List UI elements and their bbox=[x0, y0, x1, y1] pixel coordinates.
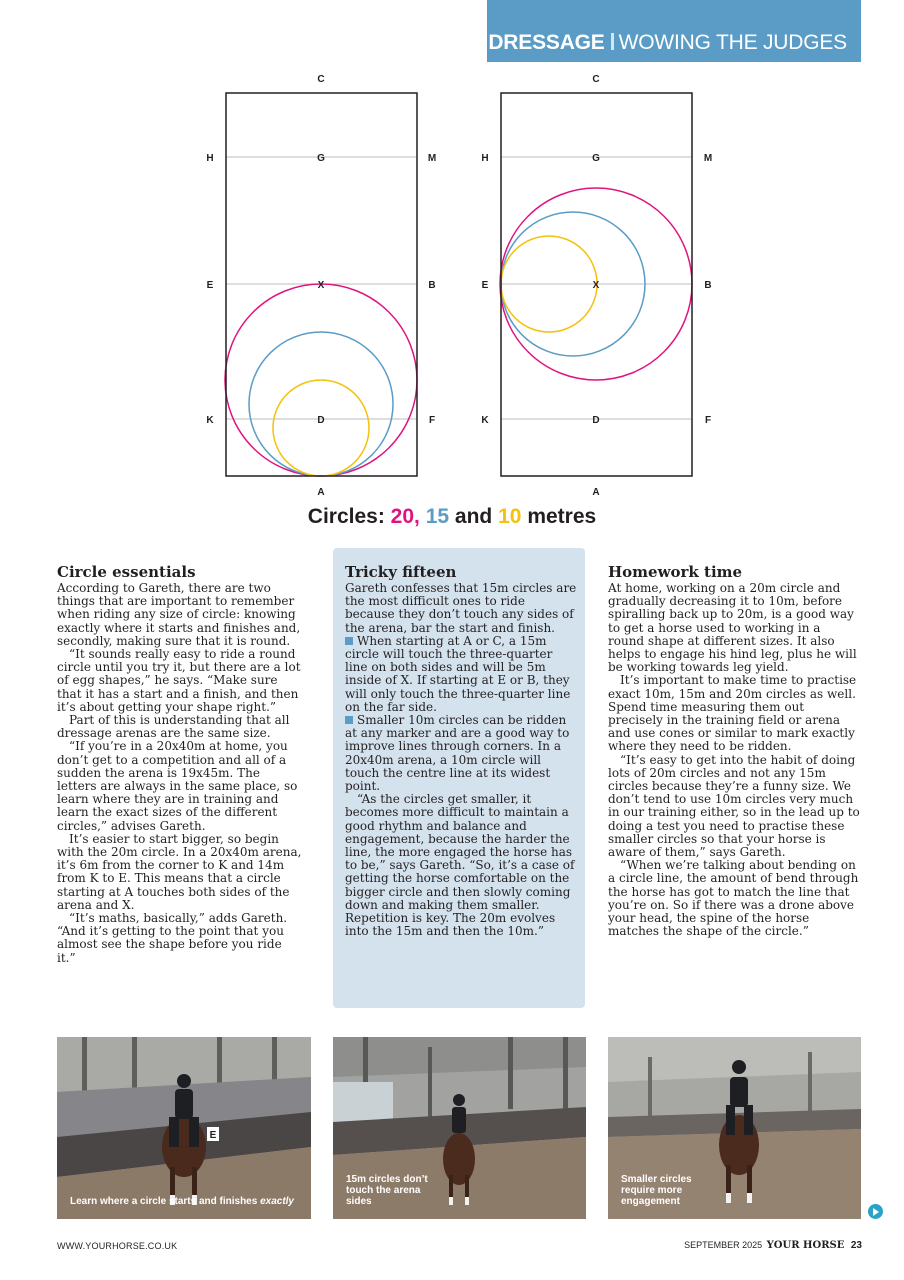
section-subtitle: WOWING THE JUDGES bbox=[618, 31, 847, 54]
caption-prefix: Circles: bbox=[307, 505, 385, 528]
diagram-caption bbox=[0, 505, 904, 529]
column-homework-time bbox=[608, 563, 860, 938]
paragraph: Part of this is understanding that all dressage arenas are the same size. bbox=[57, 713, 290, 741]
marker-h: H bbox=[206, 153, 214, 164]
heading-homework-time: Homework time bbox=[608, 563, 743, 581]
continue-arrow-icon bbox=[868, 1204, 883, 1219]
marker-m: M bbox=[427, 153, 437, 164]
marker-d: D bbox=[592, 415, 600, 426]
circle-10m bbox=[273, 380, 369, 476]
photo-rider-circle-start bbox=[57, 1037, 311, 1219]
marker-d: D bbox=[317, 415, 325, 426]
paragraph: “It sounds really easy to ride a round circle until you try it, but there are a lot of egg shapes,” he says. “Make sure that it has a start and a finish, and then it’s about getting your shape right.” bbox=[57, 647, 301, 714]
caption-unit: metres bbox=[527, 505, 597, 528]
marker-b: B bbox=[704, 280, 712, 291]
arena-right bbox=[481, 74, 712, 498]
caption-10: 10 bbox=[498, 505, 522, 528]
bullet-text: When starting at A or C, a 15m circle will touch the three-quarter line on both sides and will be 5m inside of X. If starting at E or B, they will only touch the three-quarter line on the far side. bbox=[345, 633, 571, 714]
sidebar-tricky-fifteen bbox=[333, 548, 585, 1008]
marker-g: G bbox=[317, 153, 325, 164]
marker-k: K bbox=[481, 415, 489, 426]
bullet-text: Smaller 10m circles can be ridden at any marker and are a good way to improve lines through corners. In a 20x40m arena, a 10m circle will touch the centre line at its widest point. bbox=[345, 713, 570, 794]
bullet-square-icon bbox=[345, 637, 353, 645]
photo-smaller-circles bbox=[608, 1037, 861, 1219]
arena-left bbox=[206, 74, 436, 498]
caption-emphasis: exactly bbox=[260, 1196, 294, 1207]
paragraph: Gareth confesses that 15m circles are the most difficult ones to ride because they don’t touch any sides of the arena, bar the start and finish. bbox=[345, 581, 577, 635]
marker-c: C bbox=[317, 74, 325, 85]
arena-photo-illustration bbox=[57, 1037, 311, 1219]
photo-caption bbox=[70, 1196, 294, 1207]
heading-tricky-fifteen: Tricky fifteen bbox=[345, 563, 457, 581]
arena-diagrams bbox=[0, 0, 904, 500]
column-circle-essentials bbox=[57, 563, 303, 965]
marker-e: E bbox=[206, 280, 214, 291]
paragraph: “It’s easy to get into the habit of doing lots of 20m circles and not any 15m circles because they’re a funny size. We don’t tend to use 10m circles very much in our training either, so in the lead up to doing a test you need to practise these smaller circles so that your horse is aware of them,” says Gareth. bbox=[608, 752, 860, 860]
caption-20: 20, bbox=[390, 505, 420, 528]
marker-m: M bbox=[703, 153, 713, 164]
marker-e: E bbox=[481, 280, 489, 291]
photo-caption: Smaller circles require more engagement bbox=[621, 1174, 692, 1207]
marker-g: G bbox=[592, 153, 600, 164]
paragraph: “As the circles get smaller, it becomes more difficult to maintain a good rhythm and balance and engagement, because the harder the line, the more engaged the horse has to be,” says Gareth. “So, it’s a case of getting the horse comfortable on the bigger circle and then slowly coming down and making them smaller. Repetition is key. The 20m evolves into the 15m and then the 10m.” bbox=[345, 792, 575, 939]
paragraph: “When we’re talking about bending on a circle line, the amount of bend through the horse has got to match the line that you’re on. So if there was a drone above your head, the spine of the horse matches the shape of the circle.” bbox=[608, 858, 859, 939]
marker-k: K bbox=[206, 415, 214, 426]
arena-letter-sign: E bbox=[209, 1130, 217, 1141]
paragraph: It’s important to make time to practise exact 10m, 15m and 20m circles as well. Spend time measuring them out precisely in the training field or arena and use cones or similar to mark exactly where they need to be ridden. bbox=[608, 673, 857, 754]
paragraph: At home, working on a 20m circle and gradually decreasing it to 10m, before spiralling back up to 20m, is a good way to get a horse used to working in a round shape at different sizes. It also helps to engage his hind leg, plus he will be working towards leg yield. bbox=[608, 581, 857, 675]
marker-f: F bbox=[704, 415, 712, 426]
marker-a: A bbox=[592, 487, 600, 498]
marker-a: A bbox=[317, 487, 325, 498]
circle-15m bbox=[249, 332, 393, 476]
footer-date: SEPTEMBER 2025 bbox=[684, 1240, 763, 1250]
bullet-square-icon bbox=[345, 716, 353, 724]
caption-and: and bbox=[454, 505, 493, 528]
section-name: DRESSAGE bbox=[488, 31, 605, 54]
marker-f: F bbox=[428, 415, 436, 426]
marker-c: C bbox=[592, 74, 600, 85]
footer-website: WWW.YOURHORSE.CO.UK bbox=[57, 1241, 178, 1251]
photo-caption: 15m circles don’t touch the arena sides bbox=[346, 1174, 428, 1207]
paragraph: “It’s maths, basically,” adds Gareth. “And it’s getting to the point that you almost see the shape before you ride it.” bbox=[57, 911, 288, 965]
page-number: 23 bbox=[850, 1240, 862, 1251]
bullet-item bbox=[345, 714, 577, 793]
bullet-item bbox=[345, 635, 577, 714]
paragraph: “If you’re in a 20x40m at home, you don’t get to a competition and all of a sudden the arena is 19x45m. The letters are always in the same place, so learn where they are in training and learn the exact sizes of the different circles,” advises Gareth. bbox=[57, 739, 298, 833]
footer-magazine: YOUR HORSE bbox=[766, 1240, 845, 1251]
caption-text: Learn where a circle starts and finishes bbox=[70, 1196, 261, 1207]
heading-circle-essentials: Circle essentials bbox=[57, 563, 196, 581]
paragraph: According to Gareth, there are two things that are important to remember when riding any size of circle: knowing exactly where it starts and finishes and, secondly, making sure that it is round. bbox=[57, 581, 301, 648]
marker-b: B bbox=[428, 280, 436, 291]
paragraph: It’s easier to start bigger, so begin with the 20m circle. In a 20x40m arena, it’s 6m from the corner to K and 14m from K to E. This means that a circle starting at A touches both sides of the arena and X. bbox=[57, 831, 302, 912]
photo-15m-circle bbox=[333, 1037, 586, 1219]
marker-x: X bbox=[317, 280, 325, 291]
caption-15: 15 bbox=[425, 505, 450, 528]
marker-x: X bbox=[592, 280, 600, 291]
footer-folio bbox=[684, 1240, 862, 1251]
marker-h: H bbox=[481, 153, 489, 164]
